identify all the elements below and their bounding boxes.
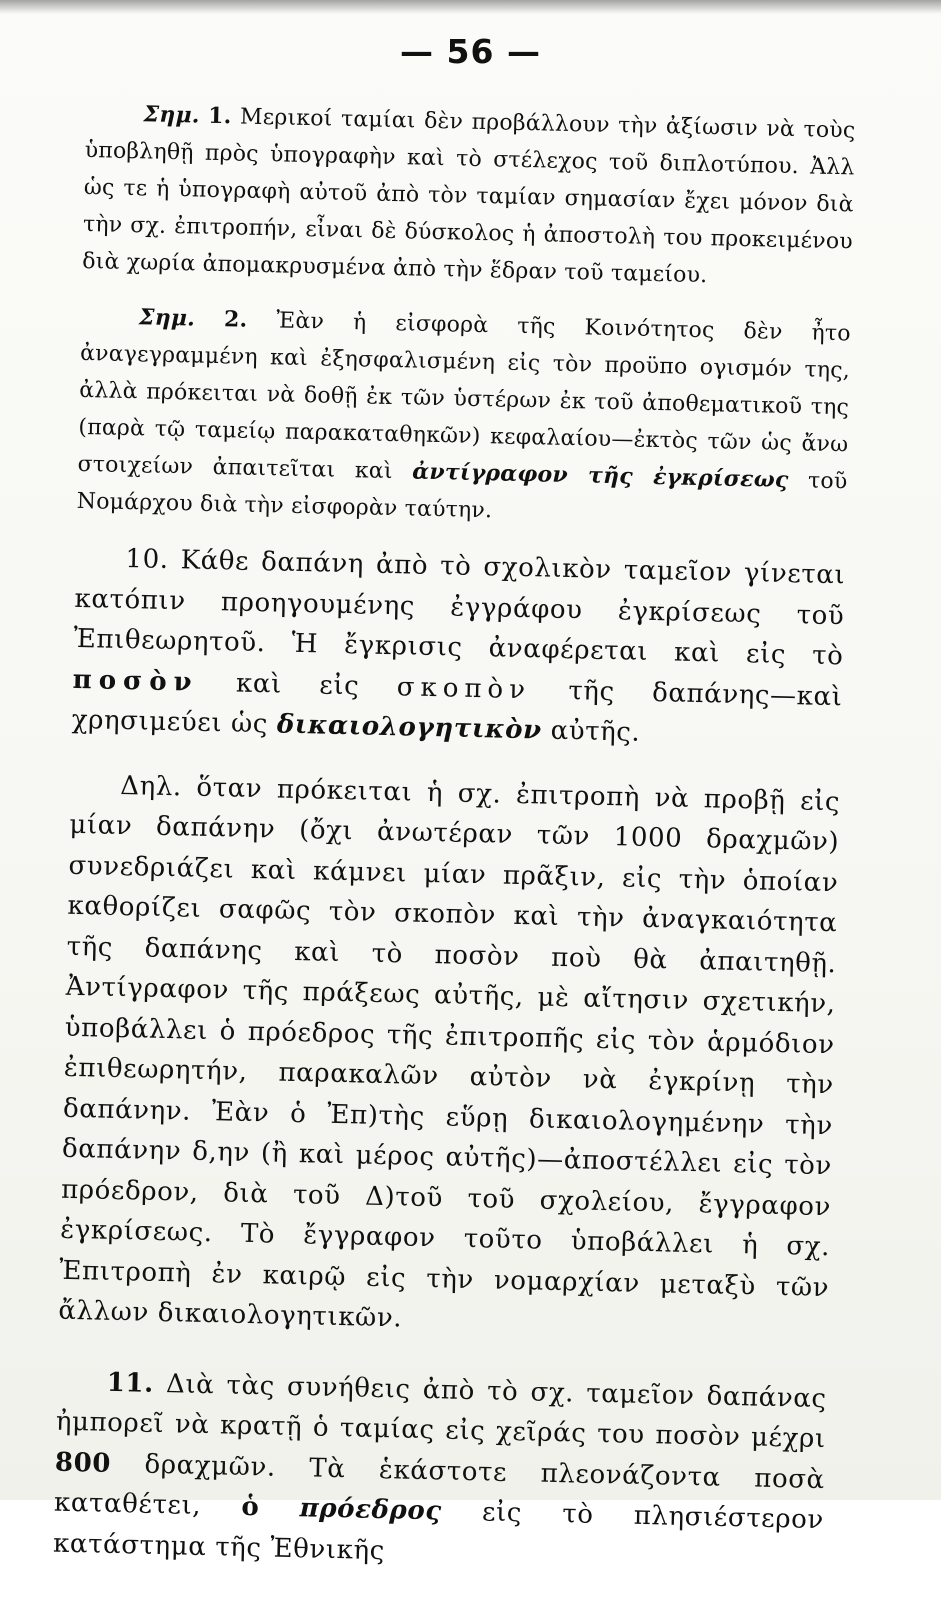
note-2-emphasis: ἀντίγραφον τῆς ἐγκρίσεως xyxy=(412,458,789,494)
paragraph-11-text-a: Διὰ τὰς συνήθεις ἀπὸ τὸ σχ. ταμεῖον δαπάνας ἠμπορεῖ νὰ κρατῇ ὁ ταμίας εἰς χεῖράς του ποσὸν μέχρι xyxy=(55,1368,827,1455)
paragraph-10-text-d: αὐτῆς. xyxy=(550,715,641,748)
page-body xyxy=(52,95,856,1605)
page-number: — 56 — xyxy=(400,32,541,71)
note-1-number: 1. xyxy=(207,102,232,130)
note-1-text: Μερικοί ταμίαι δὲν προβάλλουν τὴν ἀξίωσιν νὰ τοὺς ὑποβληθῇ πρὸς ὑπογραφὴν καὶ τὸ στέλεχος τοῦ διπλοτύπου. Ἀλλ ὡς τε ἡ ὑπογραφὴ αὐτοῦ ἀπὸ τὸν ταμίαν σημασίαν ἔχει μόνον διὰ τὴν σχ. ἐπιτροπήν, εἶναι δὲ δύσκολος ἡ ἀποστολὴ του προκειμένου διὰ χωρία ἀπομακρυσμένα ἀπὸ τὴν ἕδραν τοῦ ταμείου. xyxy=(81,104,856,289)
paragraph-10-emphasis: δικαιολογητικὸν xyxy=(276,709,543,746)
paragraph-11-emphasis: πρόεδρος xyxy=(299,1493,443,1527)
paragraph-11-text-b: δραχμῶν. Τὰ ἑκάστοτε πλεονάζοντα ποσὰ καταθέτει, xyxy=(53,1449,826,1521)
paragraph-11-number: 11. xyxy=(106,1367,155,1399)
note-1-label: Σημ. xyxy=(143,101,200,129)
paragraph-10-text-b: καὶ εἰς xyxy=(235,668,360,701)
paragraph-dil xyxy=(58,764,841,1348)
note-2-text-a: Ἐὰν ἡ εἰσφορὰ τῆς Κοινότητος δὲν ἦτο ἀναγεγραμμένη καὶ ἐξησφαλισμένη εἰς τὸν προϋπο ογισμόν της, ἀλλὰ πρόκειται νὰ δοθῇ ἐκ τῶν ὑστέρων ἐκ τοῦ ἀποθεματικοῦ της (παρὰ τῷ ταμείῳ παρακαταθηκῶν) κεφαλαίου—ἐκτὸς τῶν ὡς ἄνω στοιχείων ἀπαιτεῖται καὶ xyxy=(77,308,852,485)
paragraph-10-number: 10. xyxy=(125,544,169,575)
paragraph-11 xyxy=(53,1361,827,1581)
paragraph-11-text-c: εἰς τὸ πλησιέστερον κατάστημα τῆς Ἐθνικῆς xyxy=(52,1497,825,1566)
paragraph-10-poson: ποσὸν xyxy=(72,664,199,698)
paragraph-10-skopon: σκοπὸν xyxy=(396,671,532,705)
note-2 xyxy=(76,298,851,537)
note-2-label: Σημ. xyxy=(138,304,196,332)
page-top-edge-shadow xyxy=(0,0,941,14)
note-2-text-b: τοῦ Νομάρχου διὰ τὴν εἰσφορὰν ταύτην. xyxy=(76,468,848,524)
note-1 xyxy=(82,95,856,297)
paragraph-10-text-c: τῆς δαπάνης—καὶ χρησιμεύει ὡς xyxy=(71,675,843,740)
paragraph-10-text-a: Κάθε δαπάνη ἀπὸ τὸ σχολικὸν ταμεῖον γίνεται κατόπιν προηγουμένης ἐγγράφου ἐγκρίσεως τοῦ Ἐπιθεωρητοῦ. Ἡ ἔγκρισις ἀναφέρεται καὶ εἰς τὸ xyxy=(73,545,846,672)
paragraph-10 xyxy=(71,538,845,758)
paragraph-dil-text: Δηλ. ὅταν πρόκειται ἡ σχ. ἐπιτροπὴ νὰ προβῇ εἰς μίαν δαπάνην (ὄχι ἀνωτέραν τῶν 1000 δραχμῶν) συνεδριάζει καὶ κάμνει μίαν πρᾶξιν, εἰς τὴν ὁποίαν καθορίζει σαφῶς τὸν σκοπὸν καὶ τὴν ἀναγκαιότητα τῆς δαπάνης καὶ τὸ ποσὸν ποὺ θὰ ἀπαιτηθῇ. Ἀντίγραφον τῆς πράξεως αὐτῆς, μὲ αἴτησιν σχετικήν, ὑποβάλλει ὁ πρόεδρος τῆς ἐπιτροπῆς εἰς τὸν ἁρμόδιον ἐπιθεωρητήν, παρακαλῶν αὐτὸν νὰ ἐγκρίνῃ τὴν δαπάνην. Ἐὰν ὁ Ἐπ)τὴς εὕρῃ δικαιολογημένην τὴν δαπάνην δ,ην (ἢ καὶ μέρος αὐτῆς)—ἀποστέλλει εἰς τὸν πρόεδρον, διὰ τοῦ Δ)τοῦ τοῦ σχολείου, ἔγγραφον ἐγκρίσεως. Τὸ ἔγγραφον τοῦτο ὑποβάλλει ἡ σχ. Ἐπιτροπὴ ἐν καιρῷ εἰς τὴν νομαρχίαν μεταξὺ τῶν ἄλλων δικαιολογητικῶν. xyxy=(58,770,841,1334)
note-2-number: 2. xyxy=(223,306,248,333)
paragraph-11-amount: 800 xyxy=(54,1447,112,1479)
paragraph-11-article: ὁ xyxy=(241,1491,260,1523)
